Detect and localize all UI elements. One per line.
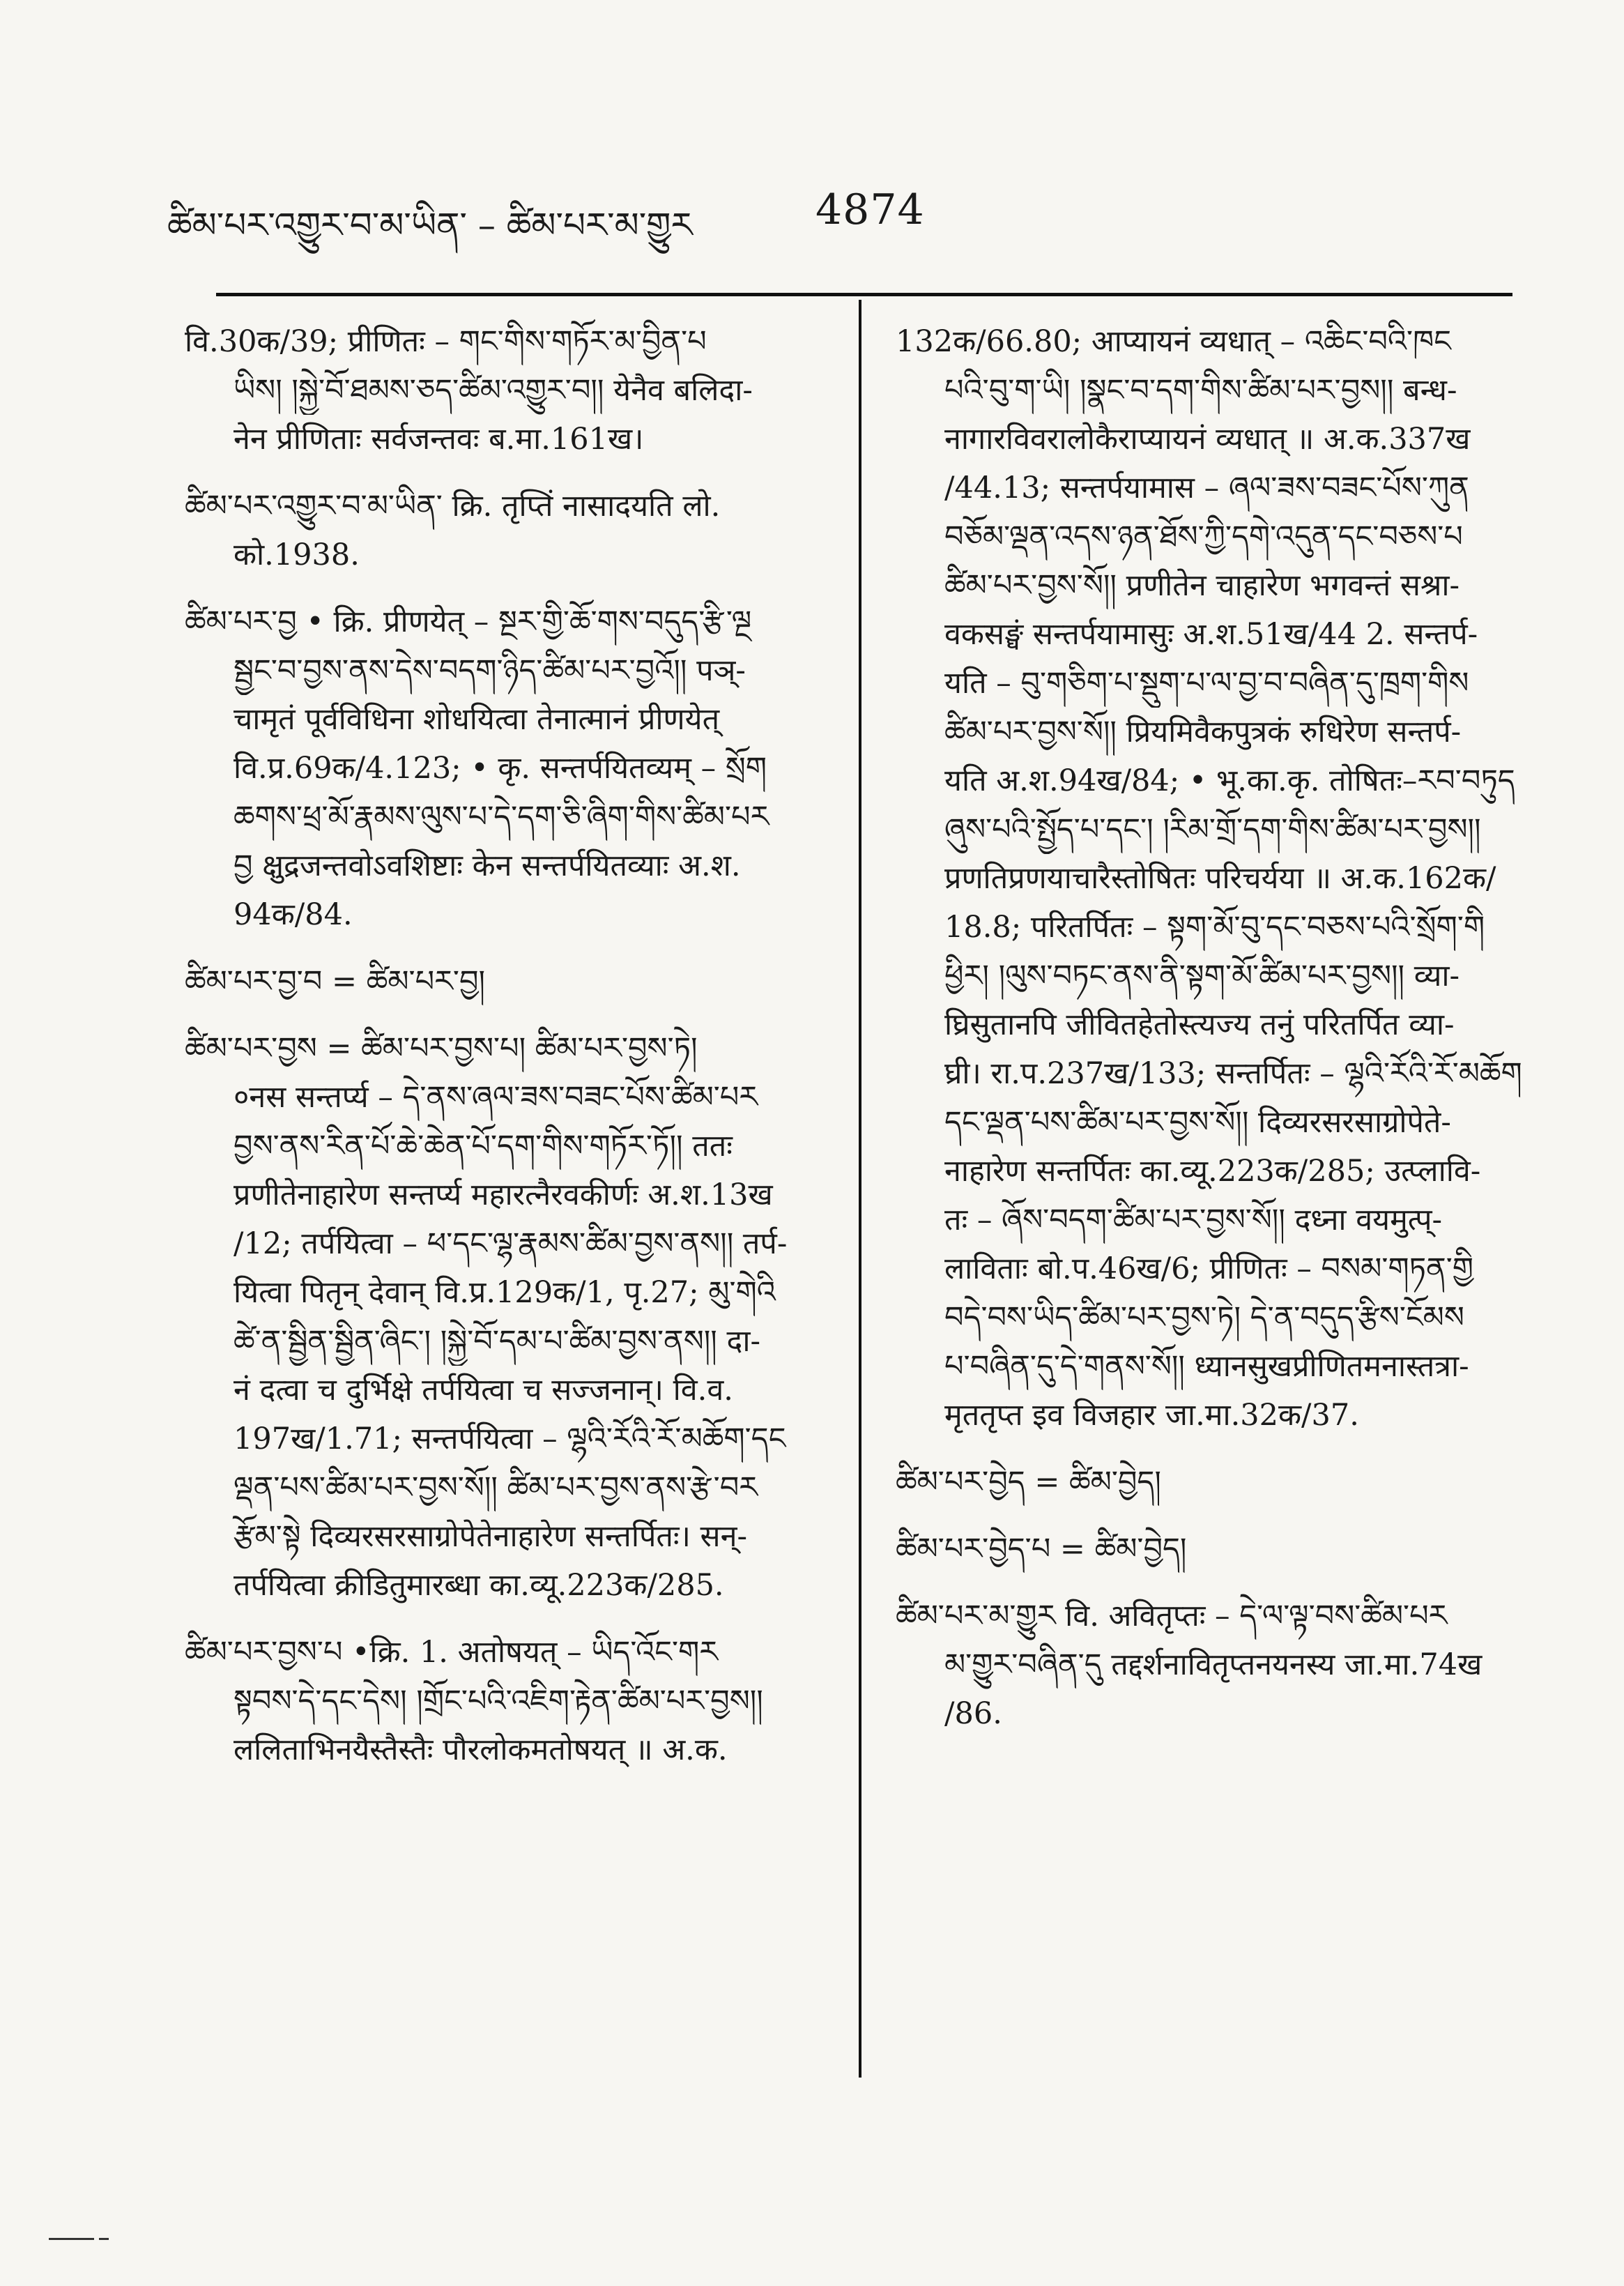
entry-line: སྦྱང་བ་བྱས་ནས་དེས་བདག་ཉིད་ཚིམ་པར་བྱའོ།། पञ्-	[233, 653, 746, 688]
entry-line: यित्वा पितृन् देवान् वि.प्र.129क/1, पृ.27; མུ་གེའི	[233, 1275, 776, 1310]
footer-mark	[49, 2238, 94, 2240]
entry-line: རྩོམ་སྟེ दिव्यरसरसाग्रोपेतेनाहारेण सन्तर्पितः। सन्-	[233, 1519, 747, 1554]
dictionary-entry	[185, 317, 833, 464]
entry-line: ཚིམ་པར་བྱས་སོ།། प्रणीतेन चाहारेण भगवन्तं सश्रा-	[944, 568, 1460, 603]
entry-line: ཚིམ་པར་འགྱུར་བ་མ་ཡིན་ क्रि. तृप्तिं नासादयति लो.	[185, 489, 721, 524]
dictionary-entry	[185, 1024, 833, 1610]
entry-line: ཆགས་ཕྲ་མོ་རྣམས་ལུས་པ་དེ་དག་ཅི་ཞིག་གིས་ཚིམ་པར	[233, 800, 769, 835]
dictionary-entry	[896, 1458, 1533, 1507]
page-number: 4874	[815, 185, 925, 234]
entry-line: ཡིས། །སྐྱེ་བོ་ཐམས་ཅད་ཚིམ་འགྱུར་བ།། येनैव बलिदा-	[233, 373, 753, 408]
dictionary-entry	[896, 1525, 1533, 1573]
entry-line: ཚིམ་པར་བྱེད = ཚིམ་བྱེད།	[896, 1465, 1161, 1500]
dictionary-entry	[896, 1592, 1533, 1738]
entry-line: ཚིམ་པར་བྱེད་པ = ཚིམ་བྱེད།	[896, 1532, 1187, 1567]
header-rule	[216, 293, 1512, 296]
entry-line: ཞུས་པའི་སྤྱོད་པ་དང་། །རིམ་གྲོ་དག་གིས་ཚིམ་པར་བྱས།།	[944, 812, 1481, 847]
entry-line: नाहारेण सन्तर्पितः का.व्यू.223क/285; उत्प्लावि-	[944, 1154, 1481, 1189]
entry-line: घ्रिसुतानपि जीवितहेतोस्त्यज्य तनुं परितर्पित व्या-	[944, 1007, 1455, 1042]
entry-line: यति – བུ་གཅིག་པ་སྡུག་པ་ལ་བྱ་བ་བཞིན་དུ་ཁྲག་གིས	[944, 666, 1469, 701]
entry-line: 132क/66.80; आप्यायनं व्यधात् – འཆིང་བའི་ཁང	[896, 324, 1451, 359]
entry-line: मृततृप्त इव विजहार जा.मा.32क/37.	[944, 1398, 1359, 1433]
entry-line: वकसङ्घं सन्तर्पयामासुः अ.श.51ख/44 2. सन्तर्प-	[944, 617, 1478, 652]
dictionary-entry	[896, 317, 1533, 1440]
dictionary-entry	[185, 597, 833, 939]
entry-line: तः – ཞོས་བདག་ཚིམ་པར་བྱས་སོ།། दध्ना वयमुत्प्-	[944, 1203, 1443, 1237]
entry-line: 197ख/1.71; सन्तर्पयित्वा – ལྷའི་རོའི་རོ་མཆོག་དང	[233, 1422, 786, 1456]
entry-line: घ्री। रा.प.237ख/133; सन्तर्पितः – ལྷའི་རོའི་རོ་མཆོག	[944, 1056, 1522, 1091]
entry-line: वि.प्र.69क/4.123; • कृ. सन्तर्पयितव्यम् – སྲོག	[233, 751, 767, 786]
entry-line: नागारविवरालोकैराप्यायनं व्यधात् ॥ अ.क.337ख	[944, 422, 1471, 457]
entry-line: प्रणतिप्रणयाचारैस्तोषितः परिचर्यया ॥ अ.क.162क/	[944, 861, 1496, 896]
entry-line: ཚེ་ན་སྦྱིན་སྦྱིན་ཞིང་། །སྐྱེ་བོ་དམ་པ་ཚིམ་བྱས་ནས།། दा-	[233, 1324, 761, 1359]
entry-line: तर्पयित्वा क्रीडितुमारब्धा का.व्यू.223क/285.	[233, 1568, 724, 1603]
entry-line: བཅོམ་ལྡན་འདས་ཉན་ཐོས་ཀྱི་དགེ་འདུན་དང་བཅས་པ	[944, 519, 1463, 554]
entry-line: པ་བཞིན་དུ་དེ་གནས་སོ།། ध्यानसुखप्रीणितमनास्तत्रा-	[944, 1349, 1469, 1384]
entry-line: བྱས་ནས་རིན་པོ་ཆེ་ཆེན་པོ་དག་གིས་གཏོར་ཏོ།། ततः	[233, 1129, 733, 1164]
entry-line: /44.13; सन्तर्पयामास – ཞལ་ཟས་བཟང་པོས་ཀུན	[944, 471, 1469, 505]
entry-line: ཚིམ་པར་མ་གྱུར वि. अवितृप्तः – དེ་ལ་ལྟ་བས་ཚིམ་པར	[896, 1599, 1448, 1633]
dictionary-entry	[185, 957, 833, 1006]
entry-line: प्रणीतेनाहारेण सन्तर्प्य महारत्नैरवकीर्णः अ.श.13ख	[233, 1178, 773, 1212]
right-column	[896, 317, 1533, 1756]
entry-line: ཚིམ་པར་བྱས = ཚིམ་པར་བྱས་པ། ཚིམ་པར་བྱས་ཏེ།	[185, 1031, 698, 1066]
entry-line: བྱ क्षुद्रजन्तवोऽवशिष्टाः केन सन्तर्पयितव्याः अ.श.	[233, 848, 741, 883]
entry-line: ཕྱིར། །ལུས་བཏང་ནས་ནི་སྟག་མོ་ཚིམ་པར་བྱས།། व्या-	[944, 959, 1460, 993]
entry-line: ཚིམ་པར་བྱས་པ •क्रि. 1. अतोषयत् – ཡིད་འོང་གར	[185, 1635, 719, 1670]
entry-line: ཚིམ་པར་བྱས་སོ།། प्रियमिवैकपुत्रकं रुधिरेण सन्तर्प-	[944, 715, 1462, 749]
entry-line: /12; तर्पयित्वा – ཕ་དང་ལྷ་རྣམས་ཚིམ་བྱས་ནས།། तर्प-	[233, 1226, 788, 1261]
entry-line: ལྡན་པས་ཚིམ་པར་བྱས་སོ།། ཚིམ་པར་བྱས་ནས་རྩེ་བར	[233, 1470, 758, 1505]
entry-line: यति अ.श.94ख/84; • भू.का.कृ. तोषितः–རབ་བཏུད	[944, 763, 1515, 798]
entry-line: དང་ལྡན་པས་ཚིམ་པར་བྱས་སོ།། दिव्यरसरसाग्रोपेते-	[944, 1105, 1451, 1140]
entry-line: ललिताभिनयैस्तैस्तैः पौरलोकमतोषयत् ॥ अ.क.	[233, 1732, 728, 1767]
entry-line: ཚིམ་པར་བྱ་བ = ཚིམ་པར་བྱ།	[185, 964, 486, 999]
entry-line: བདེ་བས་ཡིད་ཚིམ་པར་བྱས་ཏེ། དེ་ན་བདུད་རྩིས་ངོམས	[944, 1300, 1464, 1335]
entry-line: लाविताः बो.प.46ख/6; प्रीणितः – བསམ་གཏན་གྱི	[944, 1251, 1474, 1286]
entry-line: ཚིམ་པར་བྱ • क्रि. प्रीणयेत् – སྔར་གྱི་ཆོ་གས་བདུད་རྩི་ལྔ	[185, 604, 752, 639]
dictionary-entry	[185, 482, 833, 579]
entry-line: को.1938.	[233, 538, 360, 572]
entry-line: /86.	[944, 1696, 1002, 1731]
entry-line: སྟབས་དེ་དང་དེས། །གྲོང་པའི་འཇིག་རྟེན་ཚིམ་པར་བྱས།།	[233, 1684, 763, 1719]
entry-line: ०नस सन्तर्प्य – དེ་ནས་ཞལ་ཟས་བཟང་པོས་ཚིམ་པར	[233, 1080, 758, 1115]
page-header	[167, 173, 1554, 257]
column-divider	[859, 300, 861, 2078]
left-column	[185, 317, 833, 1792]
entry-line: वि.30क/39; प्रीणितः – གང་གིས་གཏོར་མ་བྱིན་པ	[185, 324, 707, 359]
entry-line: 18.8; परितर्पितः – སྟག་མོ་བུ་དང་བཅས་པའི་སྲོག་གི	[944, 910, 1485, 945]
entry-line: चामृतं पूर्वविधिना शोधयित्वा तेनात्मानं प्रीणयेत्	[233, 702, 720, 737]
dictionary-entry	[185, 1628, 833, 1774]
entry-line: नं दत्वा च दुर्भिक्षे तर्पयित्वा च सज्जनान्। वि.व.	[233, 1373, 733, 1408]
entry-line: 94क/84.	[233, 897, 353, 932]
entry-line: མ་གྱུར་བཞིན་དུ तद्दर्शनावितृप्तनयनस्य जा.मा.74ख	[944, 1647, 1483, 1682]
footer-mark-dash	[99, 2238, 109, 2240]
entry-line: པའི་བུ་ག་ཡི། །སྣང་བ་དག་གིས་ཚིམ་པར་བྱས།། बन्ध-	[944, 373, 1457, 408]
entry-line: नेन प्रीणिताः सर्वजन्तवः ब.मा.161ख।	[233, 422, 644, 457]
running-title: ཚིམ་པར་འགྱུར་བ་མ་ཡིན་ – ཚིམ་པར་མ་གྱུར	[167, 205, 693, 245]
